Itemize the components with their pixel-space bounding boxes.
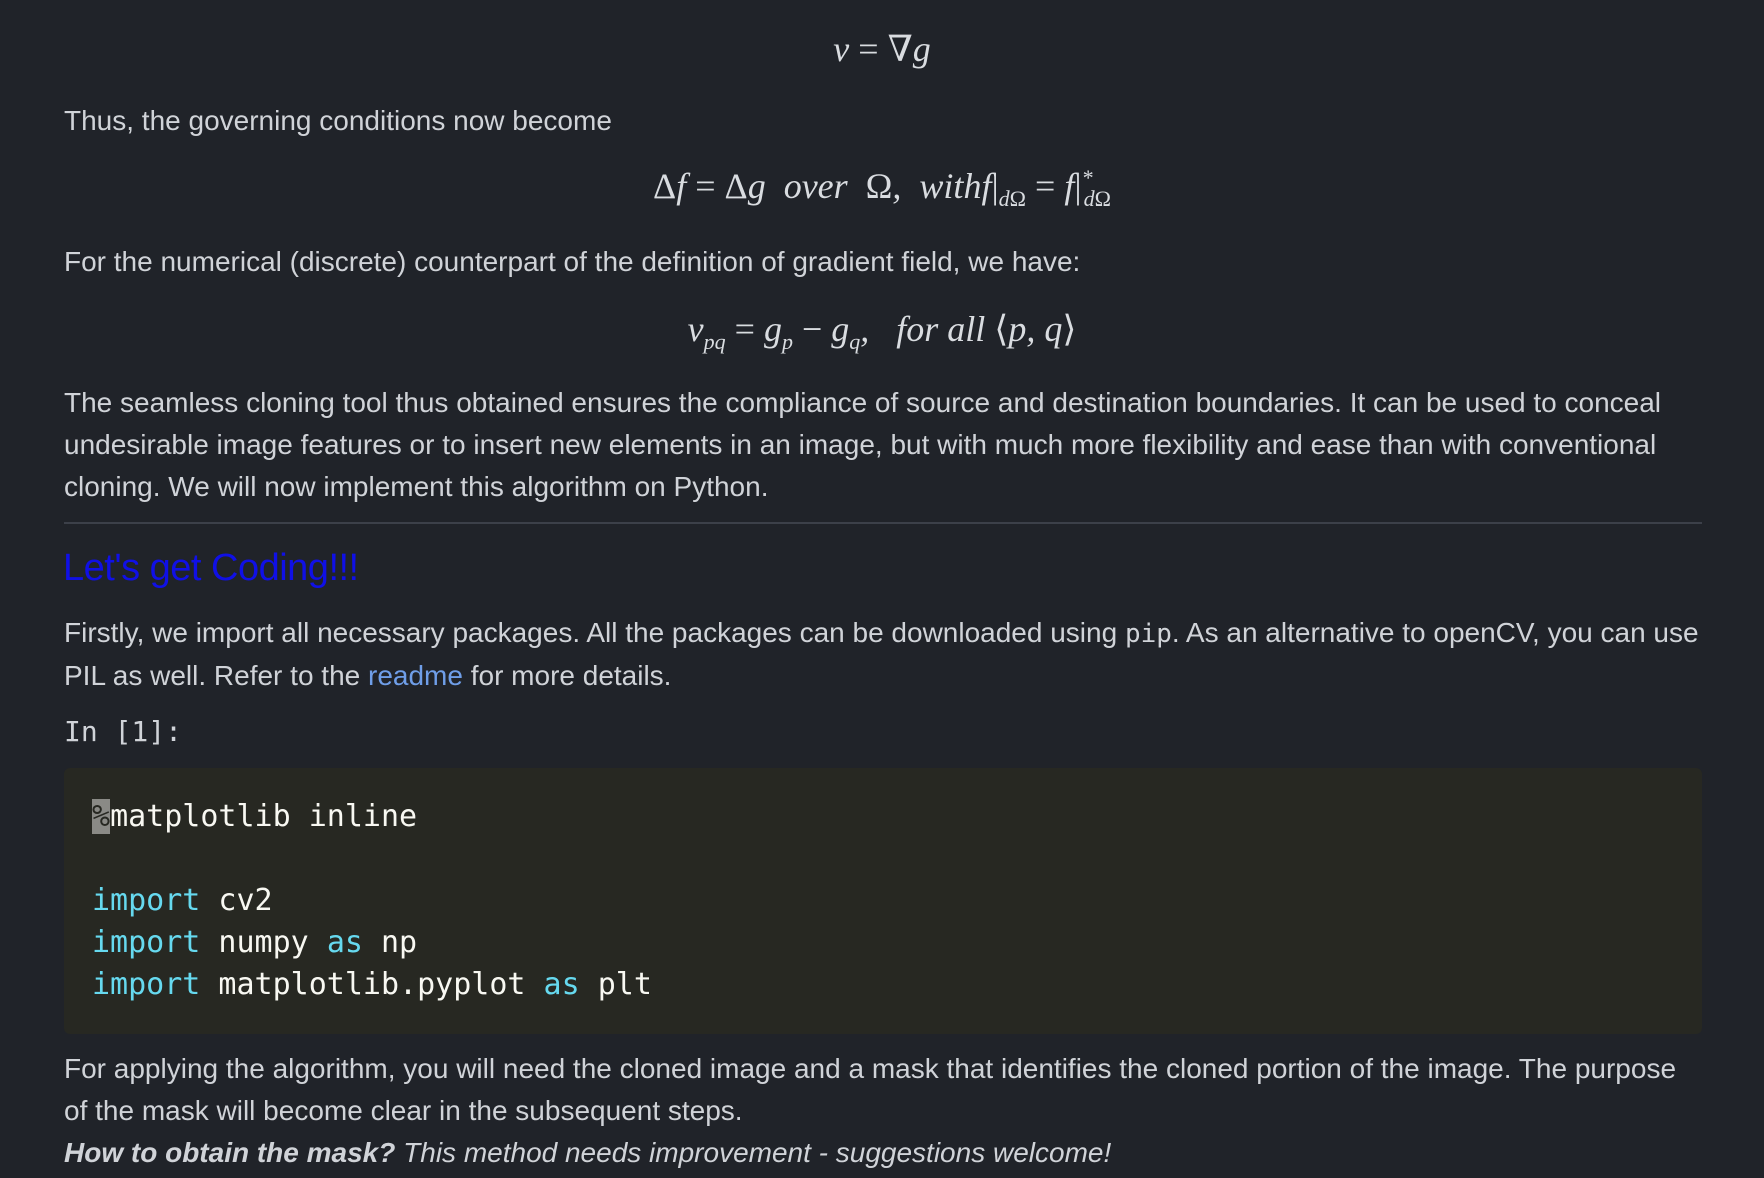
code-line-import-pyplot xyxy=(92,964,652,1006)
text-cursor: % xyxy=(92,799,111,834)
inline-code-pip: pip xyxy=(1124,619,1172,649)
code-text: matplotlib.pyplot xyxy=(200,967,544,1002)
paragraph-governing: Thus, the governing conditions now become xyxy=(64,105,612,136)
code-text: plt xyxy=(579,967,652,1002)
code-line-import-cv2 xyxy=(92,880,273,922)
code-text: np xyxy=(362,925,418,960)
paragraph-imports-text-b: . As an alternative to openCV, you can use PIL as well. Refer to the xyxy=(64,617,1699,691)
paragraph-imports-text-a: Firstly, we import all necessary packages. All the packages can be downloaded using xyxy=(64,617,1125,648)
horizontal-divider xyxy=(64,522,1702,524)
code-text: cv2 xyxy=(200,883,273,918)
paragraph-seamless-cloning: The seamless cloning tool thus obtained ensures the compliance of source and destination boundaries. It can be used to conceal undesirable image features or to insert new elements in an image, but with much more flexibility and ease than with conventional cloning. We will now implement this algorithm on Python. xyxy=(64,387,1662,502)
readme-link[interactable]: readme xyxy=(368,660,463,691)
section-heading: Let's get Coding!!! xyxy=(63,547,359,589)
code-cell[interactable] xyxy=(64,768,1702,1034)
keyword-import: import xyxy=(92,883,201,918)
paragraph-obtain-mask xyxy=(64,1132,1111,1174)
paragraph-imports-text-c: for more details. xyxy=(462,660,672,691)
equation-poisson: Δf = Δg over Ω, $withf|_{d\Omega} = f|^*_{d\Omega}$ xyxy=(653,165,1111,212)
cell-input-prompt: In [1]: xyxy=(64,715,183,748)
code-text: numpy xyxy=(200,925,327,960)
code-text: matplotlib inline xyxy=(110,799,418,834)
keyword-as: as xyxy=(543,967,580,1002)
code-line-import-numpy xyxy=(92,922,417,964)
obtain-mask-question: How to obtain the mask? xyxy=(64,1137,396,1168)
keyword-import: import xyxy=(92,925,201,960)
obtain-mask-note: This method needs improvement - suggestions welcome! xyxy=(395,1137,1112,1168)
paragraph-imports xyxy=(64,612,1704,697)
equation-gradient: v = ∇g xyxy=(833,29,931,69)
keyword-as: as xyxy=(326,925,363,960)
paragraph-mask: For applying the algorithm, you will need the cloned image and a mask that identifies the cloned portion of the image. The purpose of the mask will become clear in the subsequent steps. xyxy=(64,1053,1677,1126)
code-line-magic xyxy=(92,796,417,838)
equation-discrete: $v_{pq} = g_p - g_q$, for all ⟨p, q⟩ xyxy=(687,309,1077,355)
keyword-import: import xyxy=(92,967,201,1002)
paragraph-discrete: For the numerical (discrete) counterpart of the definition of gradient field, we have: xyxy=(64,246,1081,277)
